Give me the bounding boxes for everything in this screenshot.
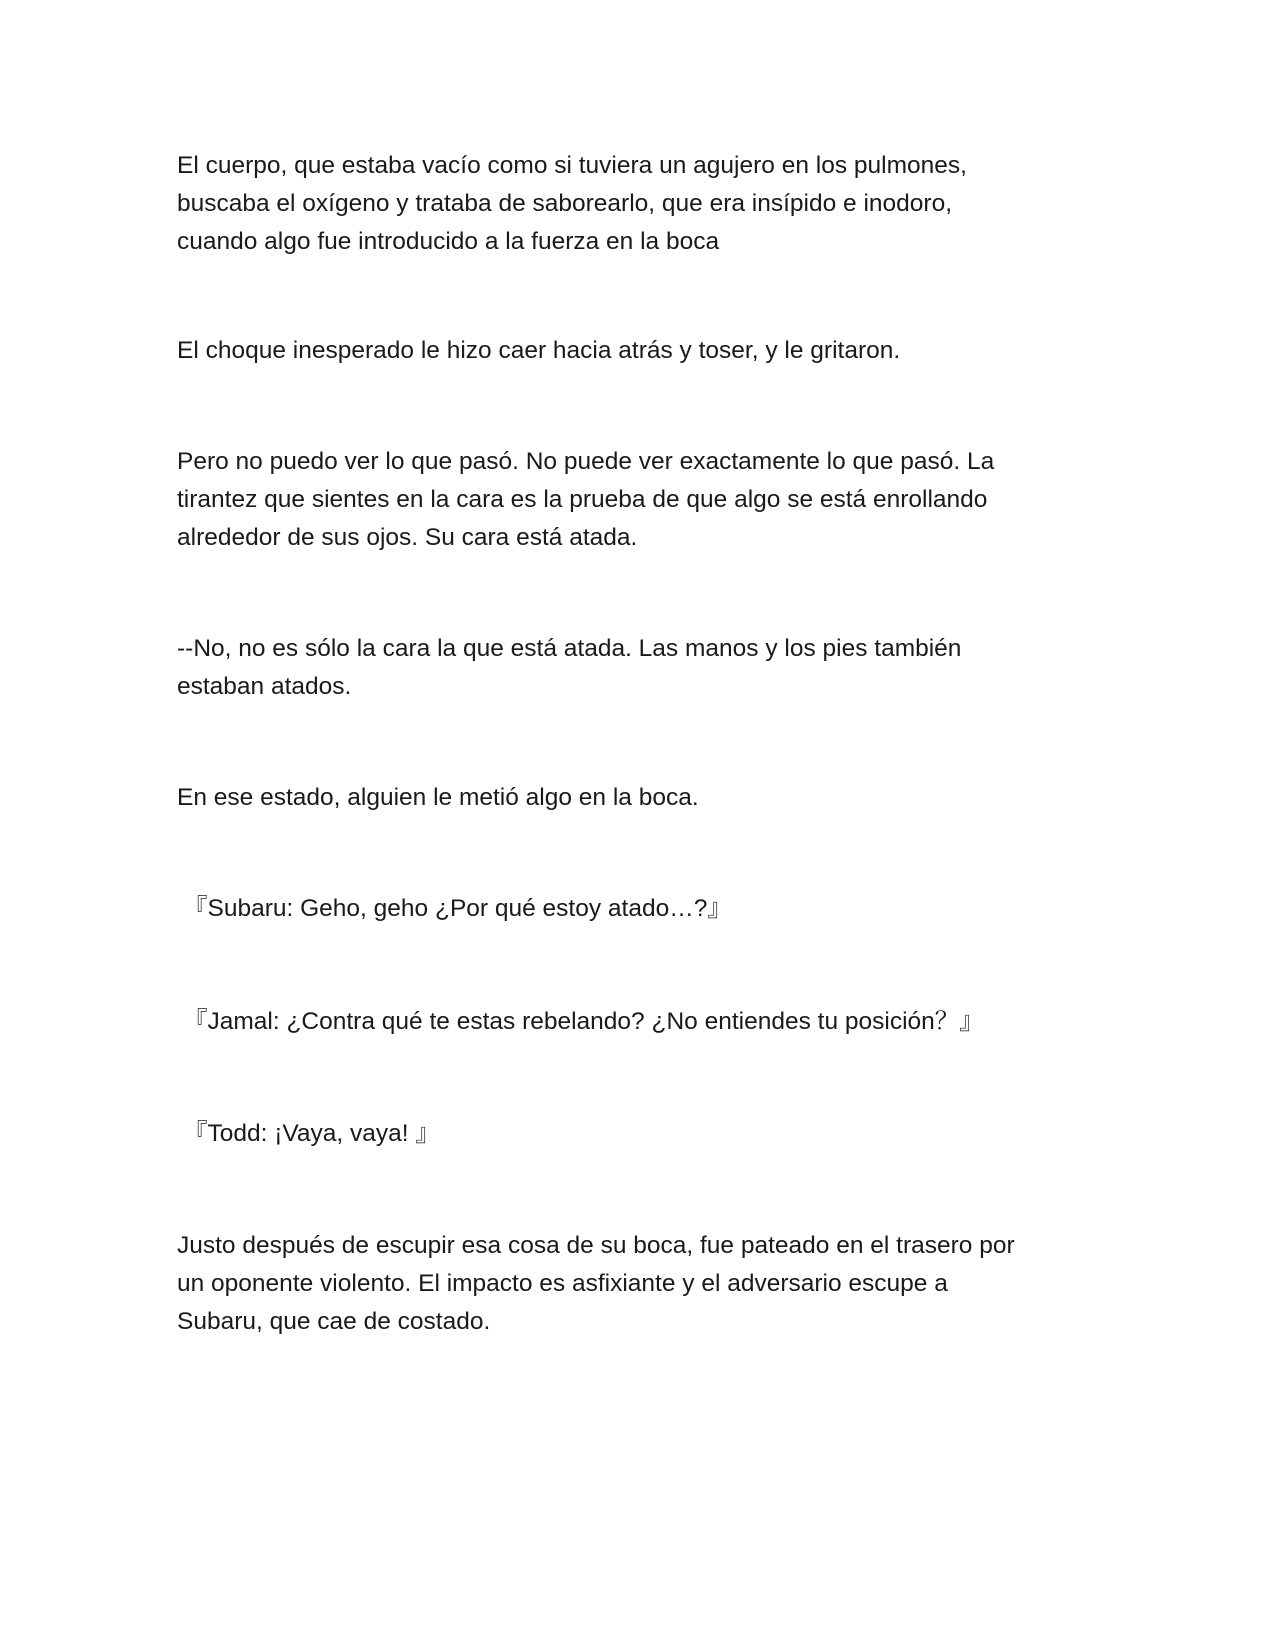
text-line: estaban atados.	[177, 673, 352, 700]
text-line: Subaru, que cae de costado.	[177, 1308, 491, 1335]
text-line: El choque inesperado le hizo caer hacia atrás y toser, y le gritaron.	[177, 337, 901, 364]
paragraph-3	[177, 443, 1097, 557]
paragraph-9	[177, 1227, 1097, 1341]
text-line: 『Subaru: Geho, geho ¿Por qué estoy atado…?』	[183, 895, 732, 922]
text-line: --No, no es sólo la cara la que está atada. Las manos y los pies también	[177, 635, 962, 662]
text-line: El cuerpo, que estaba vacío como si tuviera un agujero en los pulmones,	[177, 152, 967, 179]
text-line: Justo después de escupir esa cosa de su boca, fue pateado en el trasero por	[177, 1232, 1015, 1259]
text-line: alrededor de sus ojos. Su cara está atada.	[177, 524, 638, 551]
text-line: tirantez que sientes en la cara es la prueba de que algo se está enrollando	[177, 486, 988, 513]
paragraph-2	[177, 332, 1097, 370]
dialogue-todd	[183, 1115, 1103, 1153]
paragraph-5	[177, 779, 1097, 817]
paragraph-1	[177, 147, 1097, 261]
text-line: 『Jamal: ¿Contra qué te estas rebelando? ¿No entiendes tu posición？』	[183, 1008, 984, 1035]
text-line: En ese estado, alguien le metió algo en la boca.	[177, 784, 699, 811]
dialogue-jamal	[183, 1003, 1103, 1041]
text-line: 『Todd: ¡Vaya, vaya! 』	[183, 1120, 440, 1147]
text-line: buscaba el oxígeno y trataba de saborearlo, que era insípido e inodoro,	[177, 190, 953, 217]
text-line: un oponente violento. El impacto es asfixiante y el adversario escupe a	[177, 1270, 948, 1297]
paragraph-4	[177, 630, 1097, 706]
text-line: Pero no puedo ver lo que pasó. No puede ver exactamente lo que pasó. La	[177, 448, 995, 475]
text-line: cuando algo fue introducido a la fuerza en la boca	[177, 228, 720, 255]
dialogue-subaru	[183, 890, 1103, 928]
